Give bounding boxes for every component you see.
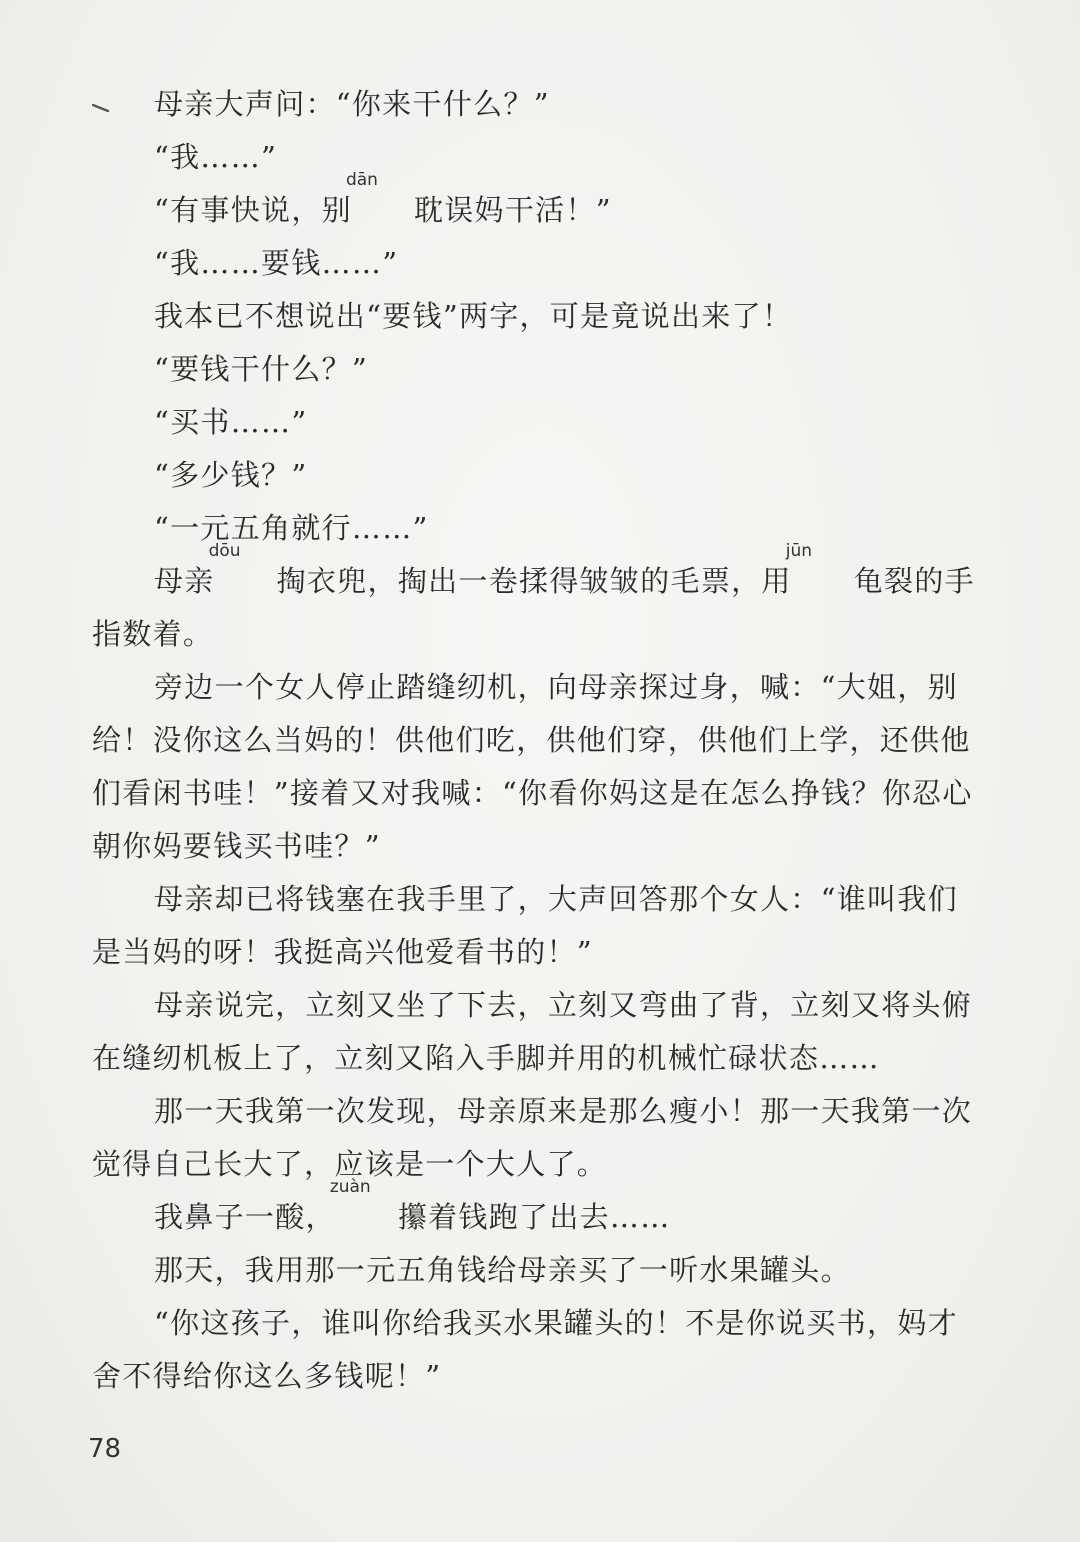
paragraph: 母亲大声问：“你来干什么？” [154, 87, 550, 121]
paragraph: “我……要钱……” [154, 246, 399, 280]
paragraph [92, 541, 982, 661]
paragraph: 我本已不想说出“要钱”两字，可是竟说出来了！ [154, 299, 793, 333]
ruby-annotation [785, 541, 885, 608]
paragraph: “你这孩子，谁叫你给我买水果罐头的！不是你说买书，妈才舍不得给你这么多钱呢！” [92, 1306, 958, 1393]
page-number: 78 [88, 1434, 122, 1464]
text-span: 误妈干活！” [444, 193, 612, 227]
text-span: 母亲 [154, 564, 215, 598]
paragraph [92, 1177, 982, 1244]
paragraph: 那一天我第一次发现，母亲原来是那么瘦小！那一天我第一次觉得自己长大了，应该是一个大人了。 [92, 1094, 973, 1181]
paragraph: “一元五角就行……” [154, 511, 429, 545]
text-span: 我鼻子一酸， [154, 1200, 336, 1234]
pinyin-label: jūn [785, 541, 813, 561]
paragraph: 那天，我用那一元五角钱给母亲买了一听水果罐头。 [154, 1253, 851, 1287]
paragraph: “要钱干什么？” [154, 352, 369, 386]
text-span: 裂的手指数着。 [92, 564, 975, 651]
paragraph [92, 170, 982, 237]
text-span: 衣兜，掏出一卷揉得皱皱的毛票，用 [306, 564, 792, 598]
text-span: 着钱跑了出去…… [428, 1200, 671, 1234]
pinyin-label: dōu [208, 541, 241, 561]
annotated-character: 耽 [413, 193, 445, 227]
paragraph: “买书……” [154, 405, 308, 439]
paragraph: “我……” [154, 140, 278, 174]
pinyin-label: zuàn [329, 1177, 371, 1197]
annotated-character: 龟 [853, 564, 885, 598]
story-text [92, 78, 982, 1403]
paragraph: 母亲却已将钱塞在我手里了，大声回答那个女人：“谁叫我们是当妈的呀！我挺高兴他爱看书的！” [92, 882, 958, 969]
text-span: “有事快说，别 [154, 193, 352, 227]
paragraph: 旁边一个女人停止踏缝纫机，向母亲探过身，喊：“大姐，别给！没你这么当妈的！供他们吃，供他们穿，供他们上学，还供他们看闲书哇！”接着又对我喊：“你看你妈这是在怎么挣钱？你忍心朝你妈要钱买书哇？” [92, 670, 973, 863]
paragraph: “多少钱？” [154, 458, 308, 492]
ruby-annotation [345, 170, 445, 237]
ruby-annotation [208, 541, 307, 608]
pinyin-label: dān [345, 170, 378, 190]
annotated-character: 掏 [276, 564, 307, 598]
paragraph: 母亲说完，立刻又坐了下去，立刻又弯曲了背，立刻又将头俯在缝纫机板上了，立刻又陷入手脚并用的机械忙碌状态…… [92, 988, 973, 1075]
annotated-character: 攥 [397, 1200, 429, 1234]
ruby-annotation [329, 1177, 429, 1244]
